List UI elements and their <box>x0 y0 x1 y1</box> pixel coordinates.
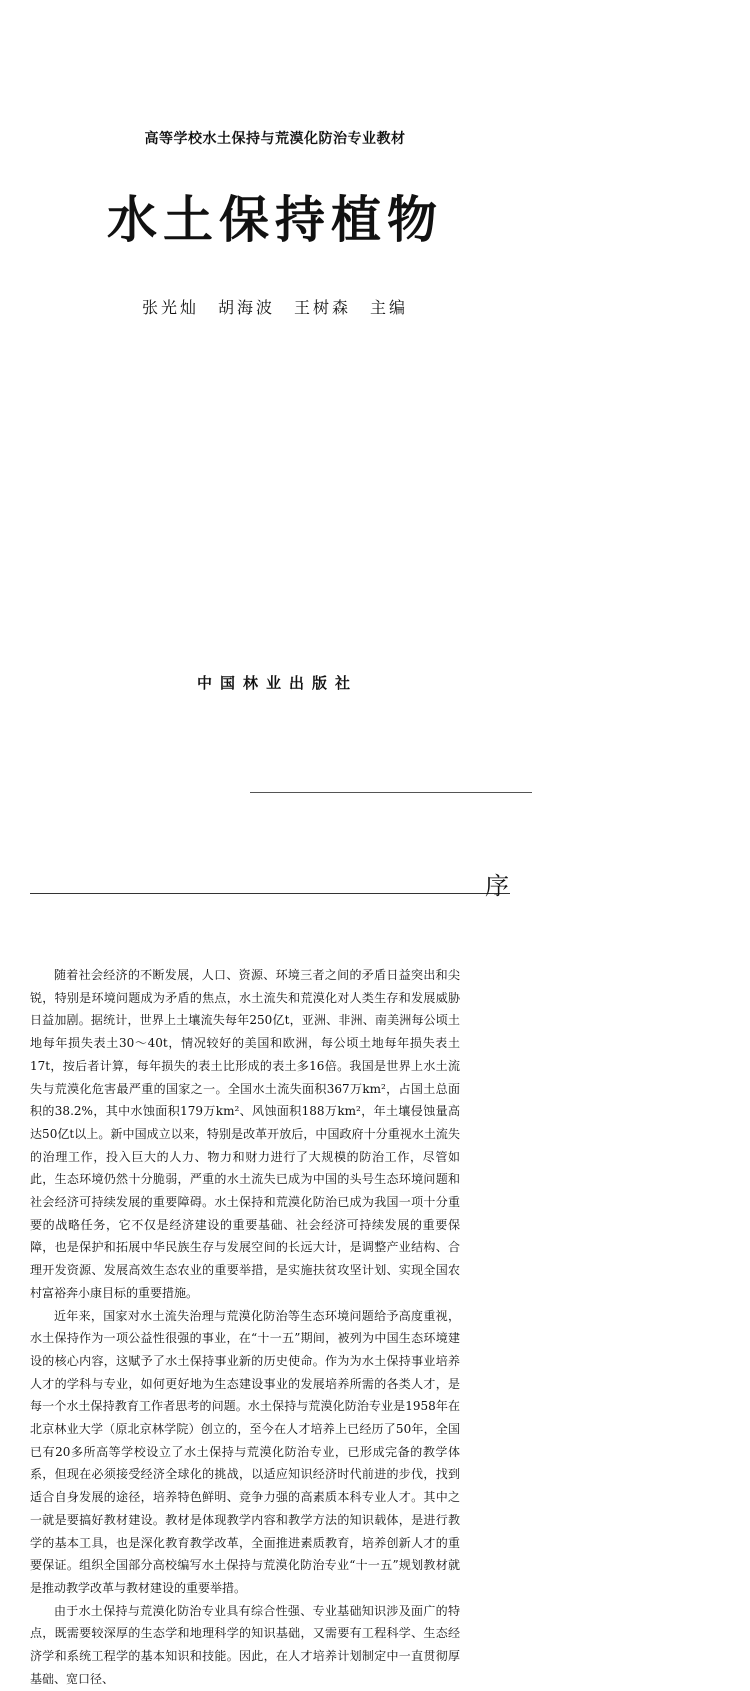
book-title: 水土保持植物 <box>107 191 443 249</box>
preface-body <box>30 964 460 1691</box>
page-divider <box>250 792 532 793</box>
preface-paragraph: 近年来，国家对水土流失治理与荒漠化防治等生态环境问题给予高度重视，水土保持作为一项公益性很强的事业，在“十一五”期间，被列为中国生态环境建设的核心内容，这赋予了水土保持事业新的历史使命。作为为水土保持事业培养人才的学科与专业，如何更好地为生态建设事业的发展培养所需的各类人才，是每一个水土保持教育工作者思考的问题。水土保持与荒漠化防治专业是1958年在北京林业大学（原北京林学院）创立的，至今在人才培养上已经历了50年，全国已有20多所高等学校设立了水土保持与荒漠化防治专业，已形成完备的教学体系，但现在必须接受经济全球化的挑战，以适应知识经济时代前进的步伐，找到适合自身发展的途径，培养特色鲜明、竞争力强的高素质本科专业人才。其中之一就是要搞好教材建设。教材是体现教学内容和教学方法的知识载体，是进行教学的基本工具，也是深化教育教学改革，全面推进素质教育，培养创新人才的重要保证。组织全国部分高校编写水土保持与荒漠化防治专业“十一五”规划教材就是推动教学改革与教材建设的重要举措。 <box>30 1308 460 1595</box>
preface-paragraph: 随着社会经济的不断发展，人口、资源、环境三者之间的矛盾日益突出和尖锐，特别是环境问题成为矛盾的焦点，水土流失和荒漠化对人类生存和发展威胁日益加剧。据统计，世界上土壤流失每年250亿t，亚洲、非洲、南美洲每公顷土地每年损失表土30～40t，情况较好的美国和欧洲，每公顷土地每年损失表土17t，按后者计算，每年损失的表土比形成的表土多16倍。我国是世界上水土流失与荒漠化危害最严重的国家之一。全国水土流失面积367万km²，占国土总面积的38.2%，其中水蚀面积179万km²、风蚀面积188万km²，年土壤侵蚀量高达50亿t以上。新中国成立以来，特别是改革开放后，中国政府十分重视水土流失的治理工作，投入巨大的人力、物力和财力进行了大规模的防治工作，尽管如此，生态环境仍然十分脆弱，严重的水土流失已成为中国的头号生态环境问题和社会经济可持续发展的重要障碍。水土保持和荒漠化防治已成为我国一项十分重要的战略任务，它不仅是经济建设的重要基础、社会经济可持续发展的重要保障，也是保护和拓展中华民族生存与发展空间的长远大计，是调整产业结构、合理开发资源、发展高效生态农业的重要举措，是实施扶贫攻坚计划、实现全国农村富裕奔小康目标的重要措施。 <box>30 968 460 1300</box>
preface-heading: 序 <box>485 872 509 900</box>
preface-heading-rule <box>30 893 510 894</box>
publisher-name: 中国林业出版社 <box>196 674 358 692</box>
preface-paragraph: 由于水土保持与荒漠化防治专业具有综合性强、专业基础知识涉及面广的特点，既需要较深厚的生态学和地理科学的知识基础，又需要有工程科学、生态经济学和系统工程学的基本知识和技能。因此，在人才培养计划制定中一直贯彻厚基础、宽口径、 <box>30 1603 460 1686</box>
authors-line: 张光灿 胡海波 王树森 主编 <box>141 298 408 317</box>
series-title: 高等学校水土保持与荒漠化防治专业教材 <box>144 131 406 147</box>
